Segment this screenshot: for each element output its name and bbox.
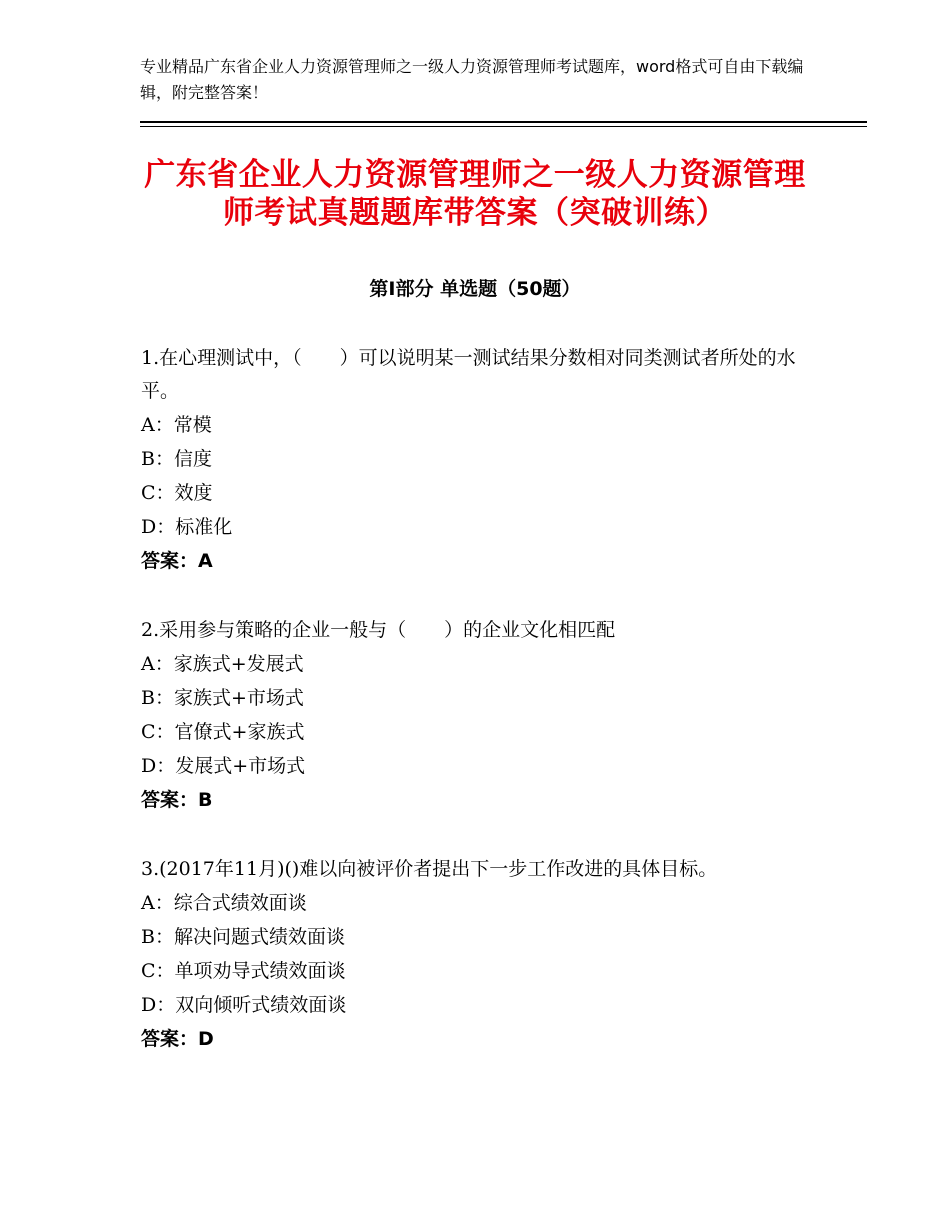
question-2 bbox=[141, 614, 821, 817]
document-title: 广东省企业人力资源管理师之一级人力资源管理师考试真题题库带答案（突破训练） bbox=[144, 157, 806, 231]
question-text: 1.在心理测试中，（ ）可以说明某一测试结果分数相对同类测试者所处的水平。 bbox=[141, 347, 796, 402]
question-3 bbox=[141, 853, 821, 1056]
option-c: C：单项劝导式绩效面谈 bbox=[141, 960, 346, 982]
question-text: 3.(2017年11月)()难以向被评价者提出下一步工作改进的具体目标。 bbox=[141, 858, 718, 880]
answer-label: 答案：A bbox=[141, 550, 213, 572]
option-d: D：发展式+市场式 bbox=[141, 755, 306, 777]
option-b: B：解决问题式绩效面谈 bbox=[141, 926, 345, 948]
question-text: 2.采用参与策略的企业一般与（ ）的企业文化相匹配 bbox=[141, 619, 616, 641]
option-d: D：双向倾听式绩效面谈 bbox=[141, 994, 347, 1016]
option-b: B：信度 bbox=[141, 448, 212, 470]
answer-label: 答案：D bbox=[141, 1028, 214, 1050]
question-1 bbox=[141, 342, 821, 578]
option-c: C：官僚式+家族式 bbox=[141, 721, 305, 743]
option-d: D：标准化 bbox=[141, 516, 233, 538]
option-b: B：家族式+市场式 bbox=[141, 687, 304, 709]
option-a: A：综合式绩效面谈 bbox=[141, 892, 307, 914]
option-a: A：常模 bbox=[141, 414, 212, 436]
header-note: 专业精品广东省企业人力资源管理师之一级人力资源管理师考试题库，word格式可自由下载编辑，附完整答案！ bbox=[140, 57, 804, 102]
header-rule-thick bbox=[140, 121, 867, 123]
section-heading: 第Ⅰ部分 单选题（50题） bbox=[369, 278, 581, 300]
header-rule-thin bbox=[140, 126, 867, 127]
option-a: A：家族式+发展式 bbox=[141, 653, 304, 675]
option-c: C：效度 bbox=[141, 482, 213, 504]
answer-label: 答案：B bbox=[141, 789, 213, 811]
